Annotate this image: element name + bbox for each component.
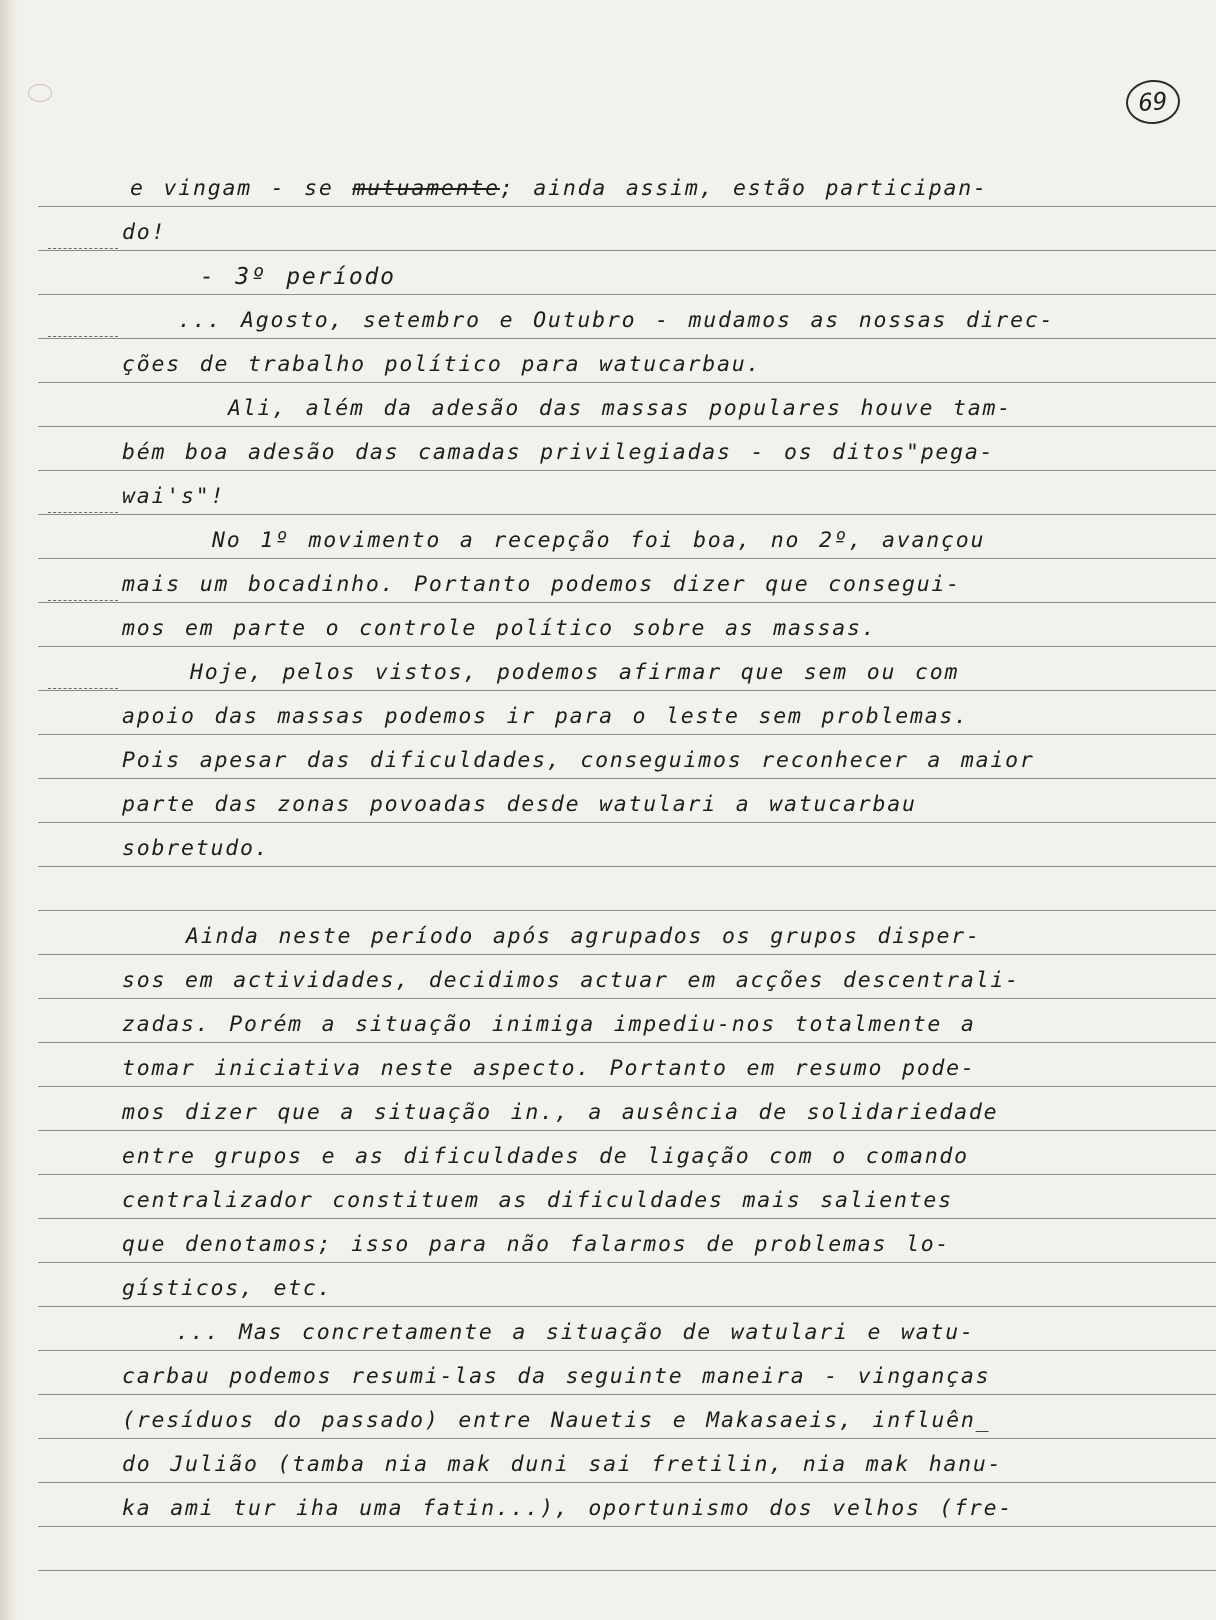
text-line-23: centralizador constituem as dificuldades mais salientes [122, 1188, 953, 1213]
text-line-1-end: ; ainda assim, estão participan- [499, 176, 988, 201]
text-line-25: gísticos, etc. [122, 1276, 333, 1301]
ruled-line [38, 558, 1216, 559]
struck-word: mutuamente [352, 176, 500, 201]
ruled-line [38, 602, 1216, 603]
margin-dash-mark [48, 336, 118, 337]
text-line-7: bém boa adesão das camadas privilegiadas - os ditos"pega- [122, 440, 995, 465]
ruled-line [38, 1174, 1216, 1175]
ruled-line [38, 778, 1216, 779]
text-line-26: ... Mas concretamente a situação de watulari e watu- [176, 1320, 975, 1345]
ruled-line [38, 866, 1216, 867]
text-line-13: apoio das massas podemos ir para o leste sem problemas. [122, 704, 969, 729]
text-line-1-start: e vingam - se [130, 176, 334, 201]
text-line-28: (resíduos do passado) entre Nauetis e Makasaeis, influên_ [122, 1408, 991, 1433]
page-binding-shadow [0, 0, 18, 1620]
binding-ring-mark [28, 84, 52, 102]
ruled-line [38, 954, 1216, 955]
text-line-16: sobretudo. [122, 836, 270, 861]
margin-dash-mark [48, 248, 118, 249]
ruled-line [38, 1394, 1216, 1395]
text-line-5: ções de trabalho político para watucarbau. [122, 352, 762, 377]
text-line-24: que denotamos; isso para não falarmos de problemas lo- [122, 1232, 951, 1257]
text-line-14: Pois apesar das dificuldades, conseguimos reconhecer a maior [122, 748, 1035, 773]
ruled-line [38, 1130, 1216, 1131]
text-line-30: ka ami tur iha uma fatin...), oportunismo dos velhos (fre- [122, 1496, 1014, 1521]
ruled-line [38, 1262, 1216, 1263]
ruled-line [38, 1526, 1216, 1527]
text-line-4: ... Agosto, setembro e Outubro - mudamos as nossas direc- [178, 308, 1055, 333]
text-line-19: zadas. Porém a situação inimiga impediu-nos totalmente a [122, 1012, 976, 1037]
margin-dash-mark [48, 688, 118, 689]
text-line-8: wai's"! [122, 484, 226, 509]
ruled-line [38, 338, 1216, 339]
text-line-18: sos em actividades, decidimos actuar em acções descentrali- [122, 968, 1020, 993]
ruled-line [38, 382, 1216, 383]
ruled-line [38, 1438, 1216, 1439]
ruled-line [38, 1350, 1216, 1351]
section-heading: - 3º período [200, 264, 396, 290]
ruled-line [38, 426, 1216, 427]
margin-dash-mark [48, 600, 118, 601]
ruled-line [38, 514, 1216, 515]
ruled-line [38, 1482, 1216, 1483]
text-line-11: mos em parte o controle político sobre as massas. [122, 616, 877, 641]
text-line-15: parte das zonas povoadas desde watulari a watucarbau [122, 792, 917, 817]
text-line-12: Hoje, pelos vistos, podemos afirmar que sem ou com [190, 660, 960, 685]
ruled-line [38, 1042, 1216, 1043]
text-line-22: entre grupos e as dificuldades de ligação com o comando [122, 1144, 969, 1169]
text-line-10: mais um bocadinho. Portanto podemos dizer que consegui- [122, 572, 961, 597]
text-line-2: do! [122, 220, 167, 245]
ruled-line [38, 822, 1216, 823]
text-line-21: mos dizer que a situação in., a ausência de solidariedade [122, 1100, 999, 1125]
text-line-27: carbau podemos resumi-las da seguinte maneira - vinganças [122, 1364, 991, 1389]
ruled-line [38, 998, 1216, 999]
text-line-29: do Julião (tamba nia mak duni sai fretilin, nia mak hanu- [122, 1452, 1003, 1477]
text-line-9: No 1º movimento a recepção foi boa, no 2º, avançou [212, 528, 986, 553]
ruled-line [38, 734, 1216, 735]
margin-dash-mark [48, 512, 118, 513]
ruled-line [38, 910, 1216, 911]
ruled-line [38, 470, 1216, 471]
ruled-line [38, 206, 1216, 207]
ruled-line [38, 1306, 1216, 1307]
ruled-line [38, 1218, 1216, 1219]
ruled-line [38, 1086, 1216, 1087]
text-line-6: Ali, além da adesão das massas populares houve tam- [228, 396, 1012, 421]
ruled-line [38, 250, 1216, 251]
text-line-1 [130, 178, 988, 200]
page-number: 69 [1125, 78, 1182, 126]
text-line-17: Ainda neste período após agrupados os grupos disper- [186, 924, 981, 949]
ruled-line [38, 690, 1216, 691]
text-line-20: tomar iniciativa neste aspecto. Portanto em resumo pode- [122, 1056, 976, 1081]
ruled-line [38, 1570, 1216, 1571]
ruled-line [38, 294, 1216, 295]
ruled-line [38, 646, 1216, 647]
